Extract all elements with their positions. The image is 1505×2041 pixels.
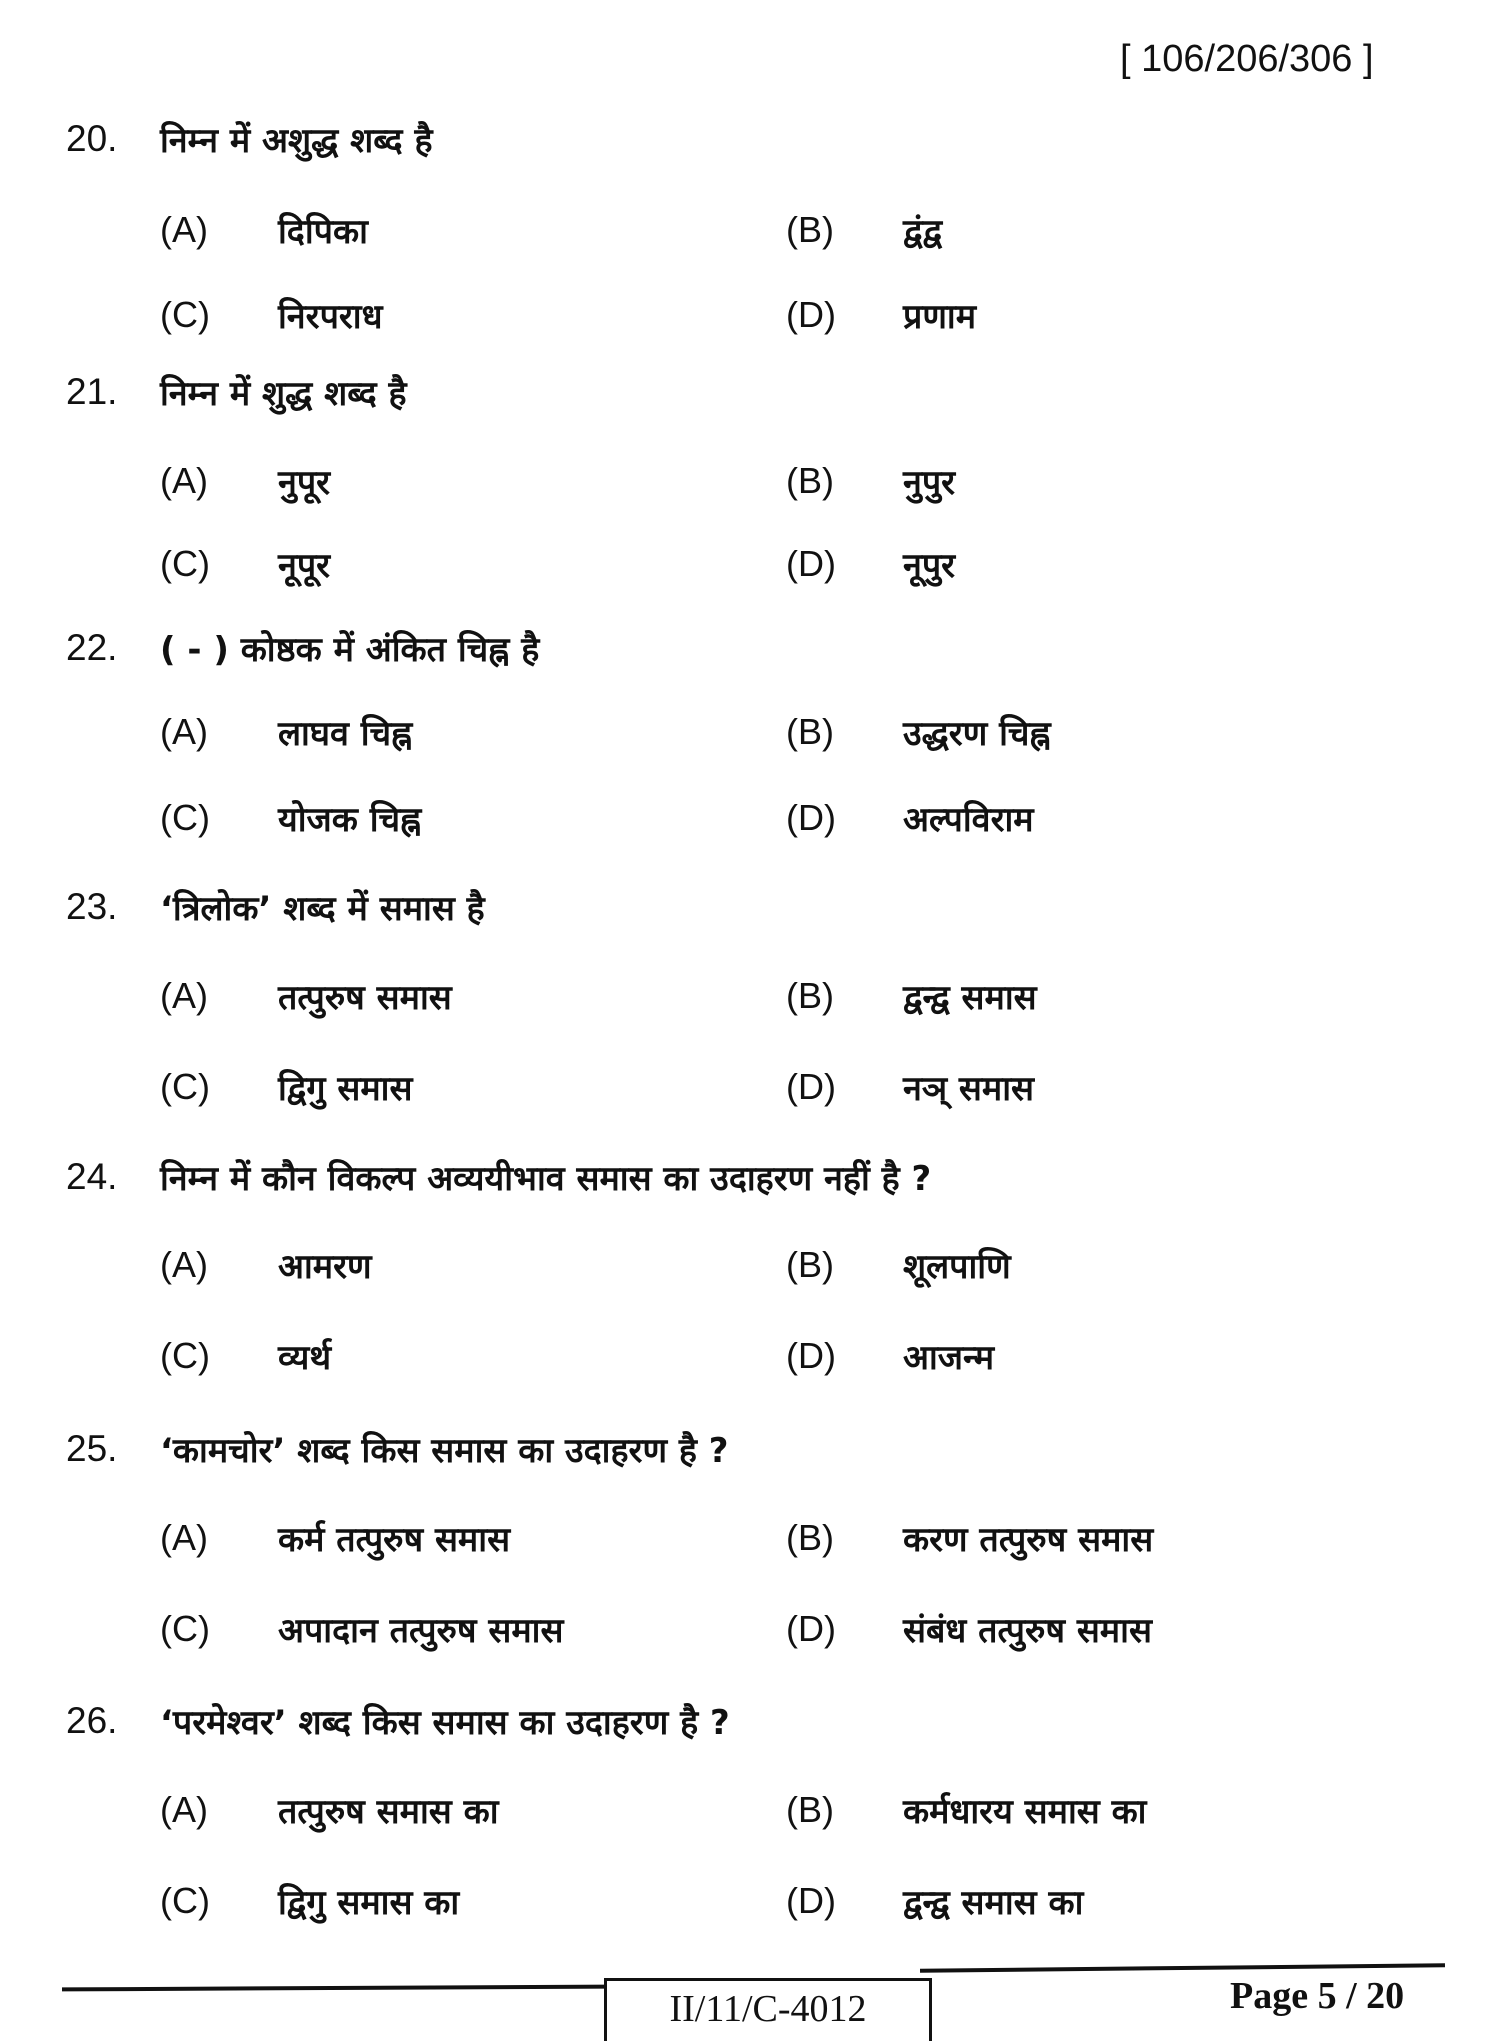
question-text: ‘त्रिलोक’ शब्द में समास है [160, 889, 485, 929]
option-label: (C) [160, 1335, 210, 1376]
option-label: (A) [160, 460, 208, 501]
paper-code-header: [ 106/206/306 ] [1120, 38, 1374, 80]
option-label: (C) [160, 797, 210, 838]
option-text: अल्पविराम [903, 800, 1034, 840]
option-text: द्वन्द्व समास [903, 978, 1037, 1018]
option-label: (B) [786, 1244, 834, 1285]
question-number: 24. [66, 1156, 118, 1197]
option-label: (D) [786, 1608, 836, 1649]
option-text: तत्पुरुष समास [278, 978, 452, 1018]
question-number: 21. [66, 371, 118, 412]
option-text: आजन्म [903, 1338, 995, 1378]
question-number: 25. [66, 1428, 118, 1469]
option-label: (B) [786, 975, 834, 1016]
option-text: नुपूर [278, 463, 331, 503]
option-text: निरपराध [278, 297, 383, 337]
option-label: (A) [160, 975, 208, 1016]
option-label: (A) [160, 1789, 208, 1830]
option-text: तत्पुरुष समास का [278, 1792, 499, 1832]
option-text: प्रणाम [903, 297, 977, 337]
option-text: नूपुर [903, 546, 956, 586]
option-label: (A) [160, 1517, 208, 1558]
option-text: लाघव चिह्न [278, 714, 413, 754]
question-text: ( - ) कोष्ठक में अंकित चिह्न है [160, 630, 540, 670]
option-label: (D) [786, 1880, 836, 1921]
option-label: (D) [786, 543, 836, 584]
option-label: (B) [786, 711, 834, 752]
question-number: 20. [66, 118, 118, 159]
option-text: नुपुर [903, 463, 956, 503]
option-label: (D) [786, 1066, 836, 1107]
option-text: संबंध तत्पुरुष समास [903, 1611, 1152, 1651]
option-label: (B) [786, 209, 834, 250]
question-text: निम्न में शुद्ध शब्द है [160, 374, 407, 414]
option-label: (D) [786, 797, 836, 838]
option-text: कर्म तत्पुरुष समास [278, 1520, 511, 1560]
option-label: (B) [786, 1789, 834, 1830]
option-text: द्विगु समास का [278, 1883, 460, 1923]
page-number: Page 5 / 20 [1230, 1975, 1405, 2017]
question-text: निम्न में अशुद्ध शब्द है [160, 121, 433, 161]
option-label: (B) [786, 1517, 834, 1558]
option-label: (C) [160, 1608, 210, 1649]
question-text: ‘कामचोर’ शब्द किस समास का उदाहरण है ? [160, 1431, 729, 1471]
option-label: (C) [160, 543, 210, 584]
option-text: नञ् समास [903, 1069, 1035, 1109]
question-number: 26. [66, 1700, 118, 1741]
option-text: योजक चिह्न [278, 800, 422, 840]
option-text: करण तत्पुरुष समास [903, 1520, 1154, 1560]
option-text: व्यर्थ [278, 1338, 332, 1378]
question-number: 23. [66, 886, 118, 927]
option-label: (D) [786, 294, 836, 335]
footer-code-box: II/11/C-4012 [604, 1978, 932, 2041]
option-label: (A) [160, 209, 208, 250]
footer-rule-right [920, 1963, 1445, 1972]
option-label: (A) [160, 711, 208, 752]
option-label: (B) [786, 460, 834, 501]
option-text: आमरण [278, 1247, 372, 1287]
option-text: नूपूर [278, 546, 331, 586]
option-label: (C) [160, 1880, 210, 1921]
option-label: (D) [786, 1335, 836, 1376]
option-text: कर्मधारय समास का [903, 1792, 1147, 1832]
question-number: 22. [66, 627, 118, 668]
question-text: निम्न में कौन विकल्प अव्ययीभाव समास का उदाहरण नहीं है ? [160, 1159, 932, 1199]
option-label: (C) [160, 294, 210, 335]
option-text: शूलपाणि [903, 1247, 1011, 1287]
option-text: अपादान तत्पुरुष समास [278, 1611, 564, 1651]
option-text: द्वंद्व [903, 212, 943, 252]
question-text: ‘परमेश्वर’ शब्द किस समास का उदाहरण है ? [160, 1703, 730, 1743]
footer-rule-left [62, 1985, 607, 1992]
option-label: (C) [160, 1066, 210, 1107]
option-text: द्विगु समास [278, 1069, 413, 1109]
option-text: दिपिका [278, 212, 368, 252]
option-text: उद्धरण चिह्न [903, 714, 1051, 754]
option-label: (A) [160, 1244, 208, 1285]
option-text: द्वन्द्व समास का [903, 1883, 1084, 1923]
